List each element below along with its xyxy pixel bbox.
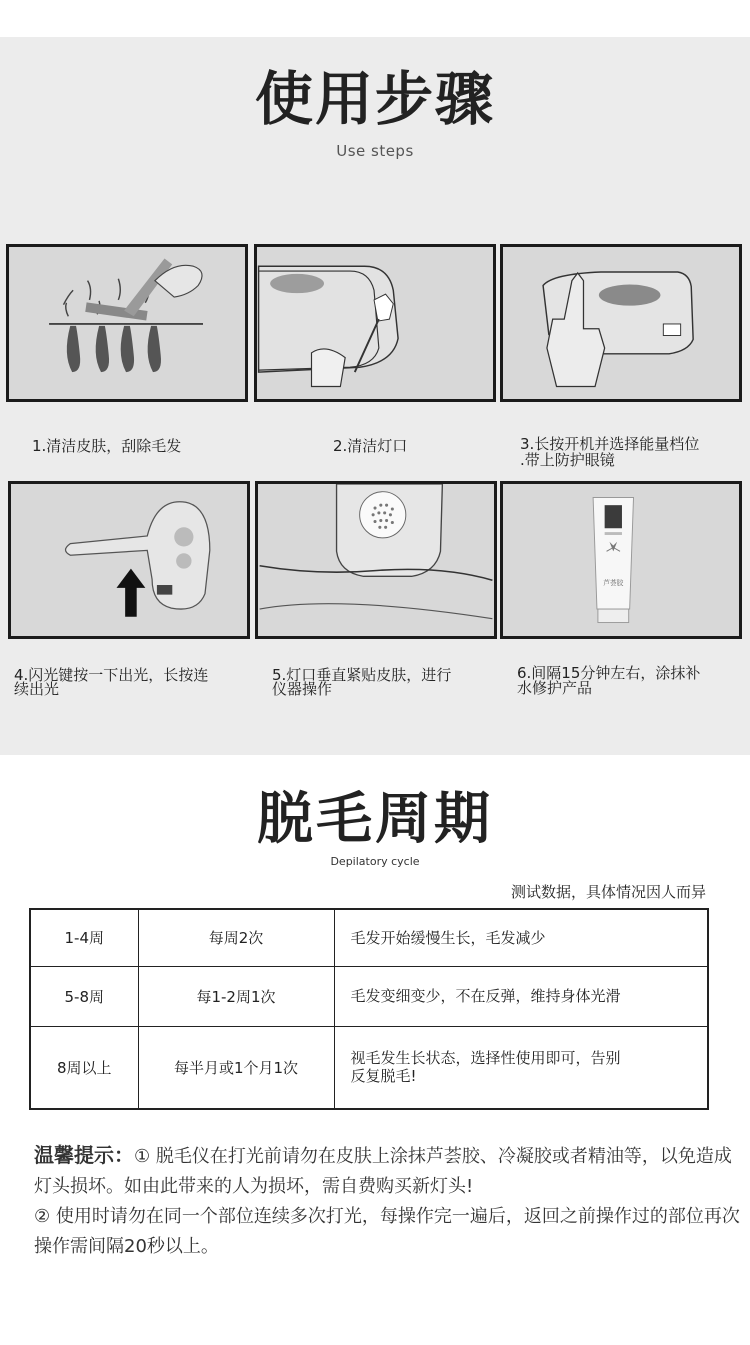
cycle-subtitle: Depilatory cycle: [330, 855, 420, 868]
tips-line-2: ② 使用时请勿在同一个部位连续多次打光，每操作完一遍后，返回之前操作过的部位再次操作需间隔20秒以上。: [34, 1206, 740, 1257]
step-2-panel: [254, 244, 496, 402]
warm-tips: [34, 1140, 740, 1262]
effect-cell: 视毛发生长状态，选择性使用即可，告别 反复脱毛!: [334, 1026, 708, 1109]
tips-label: 温馨提示：: [34, 1143, 134, 1167]
effect-cell: 毛发变细变少，不在反弹，维持身体光滑: [334, 966, 708, 1026]
steps-title: 使用步骤: [254, 65, 495, 133]
frequency-cell: 每1-2周1次: [138, 966, 334, 1026]
flash-button-icon: [11, 484, 247, 636]
period-cell: 1-4周: [30, 909, 138, 966]
step-3-panel: [500, 244, 742, 402]
tips-line-1: ① 脱毛仪在打光前请勿在皮肤上涂抹芦荟胶、冷凝胶或者精油等，以免造成灯头损坏。如由此带来的人为损坏，需自费购买新灯头!: [34, 1146, 732, 1197]
razor-shaving-icon: [9, 247, 245, 399]
frequency-cell: 每半月或1个月1次: [138, 1026, 334, 1109]
steps-subtitle: Use steps: [336, 142, 414, 160]
table-row: [30, 909, 708, 966]
step-3-caption: 3.长按开机并选择能量档位 .带上防护眼镜: [520, 435, 700, 469]
lamp-on-skin-icon: [258, 484, 494, 636]
tube-label: 芦荟胶: [603, 579, 624, 588]
table-row: [30, 966, 708, 1026]
step-6-caption: 6.间隔15分钟左右，涂抹补 水修护产品: [517, 664, 701, 697]
step-2-caption: 2.清洁灯口: [333, 437, 408, 455]
frequency-cell: 每周2次: [138, 909, 334, 966]
step-4-panel: [8, 481, 250, 639]
aloe-gel-tube-icon: [503, 484, 739, 636]
step-6-panel: [500, 481, 742, 639]
period-cell: 8周以上: [30, 1026, 138, 1109]
step-4-caption: 4.闪光键按一下出光，长按连 续出光: [14, 666, 209, 698]
cycle-table: [29, 908, 709, 1110]
table-row: [30, 1026, 708, 1109]
step-5-caption: 5.灯口垂直紧贴皮肤，进行 仪器操作: [272, 666, 452, 698]
cycle-title: 脱毛周期: [257, 787, 493, 852]
step-5-panel: [255, 481, 497, 639]
period-cell: 5-8周: [30, 966, 138, 1026]
clean-lamp-icon: [257, 247, 493, 399]
cycle-note: 测试数据，具体情况因人而异: [510, 883, 706, 901]
step-1-panel: [6, 244, 248, 402]
effect-cell: 毛发开始缓慢生长，毛发减少: [334, 909, 708, 966]
power-on-icon: [503, 247, 739, 399]
step-1-caption: 1.清洁皮肤，刮除毛发: [32, 437, 182, 455]
